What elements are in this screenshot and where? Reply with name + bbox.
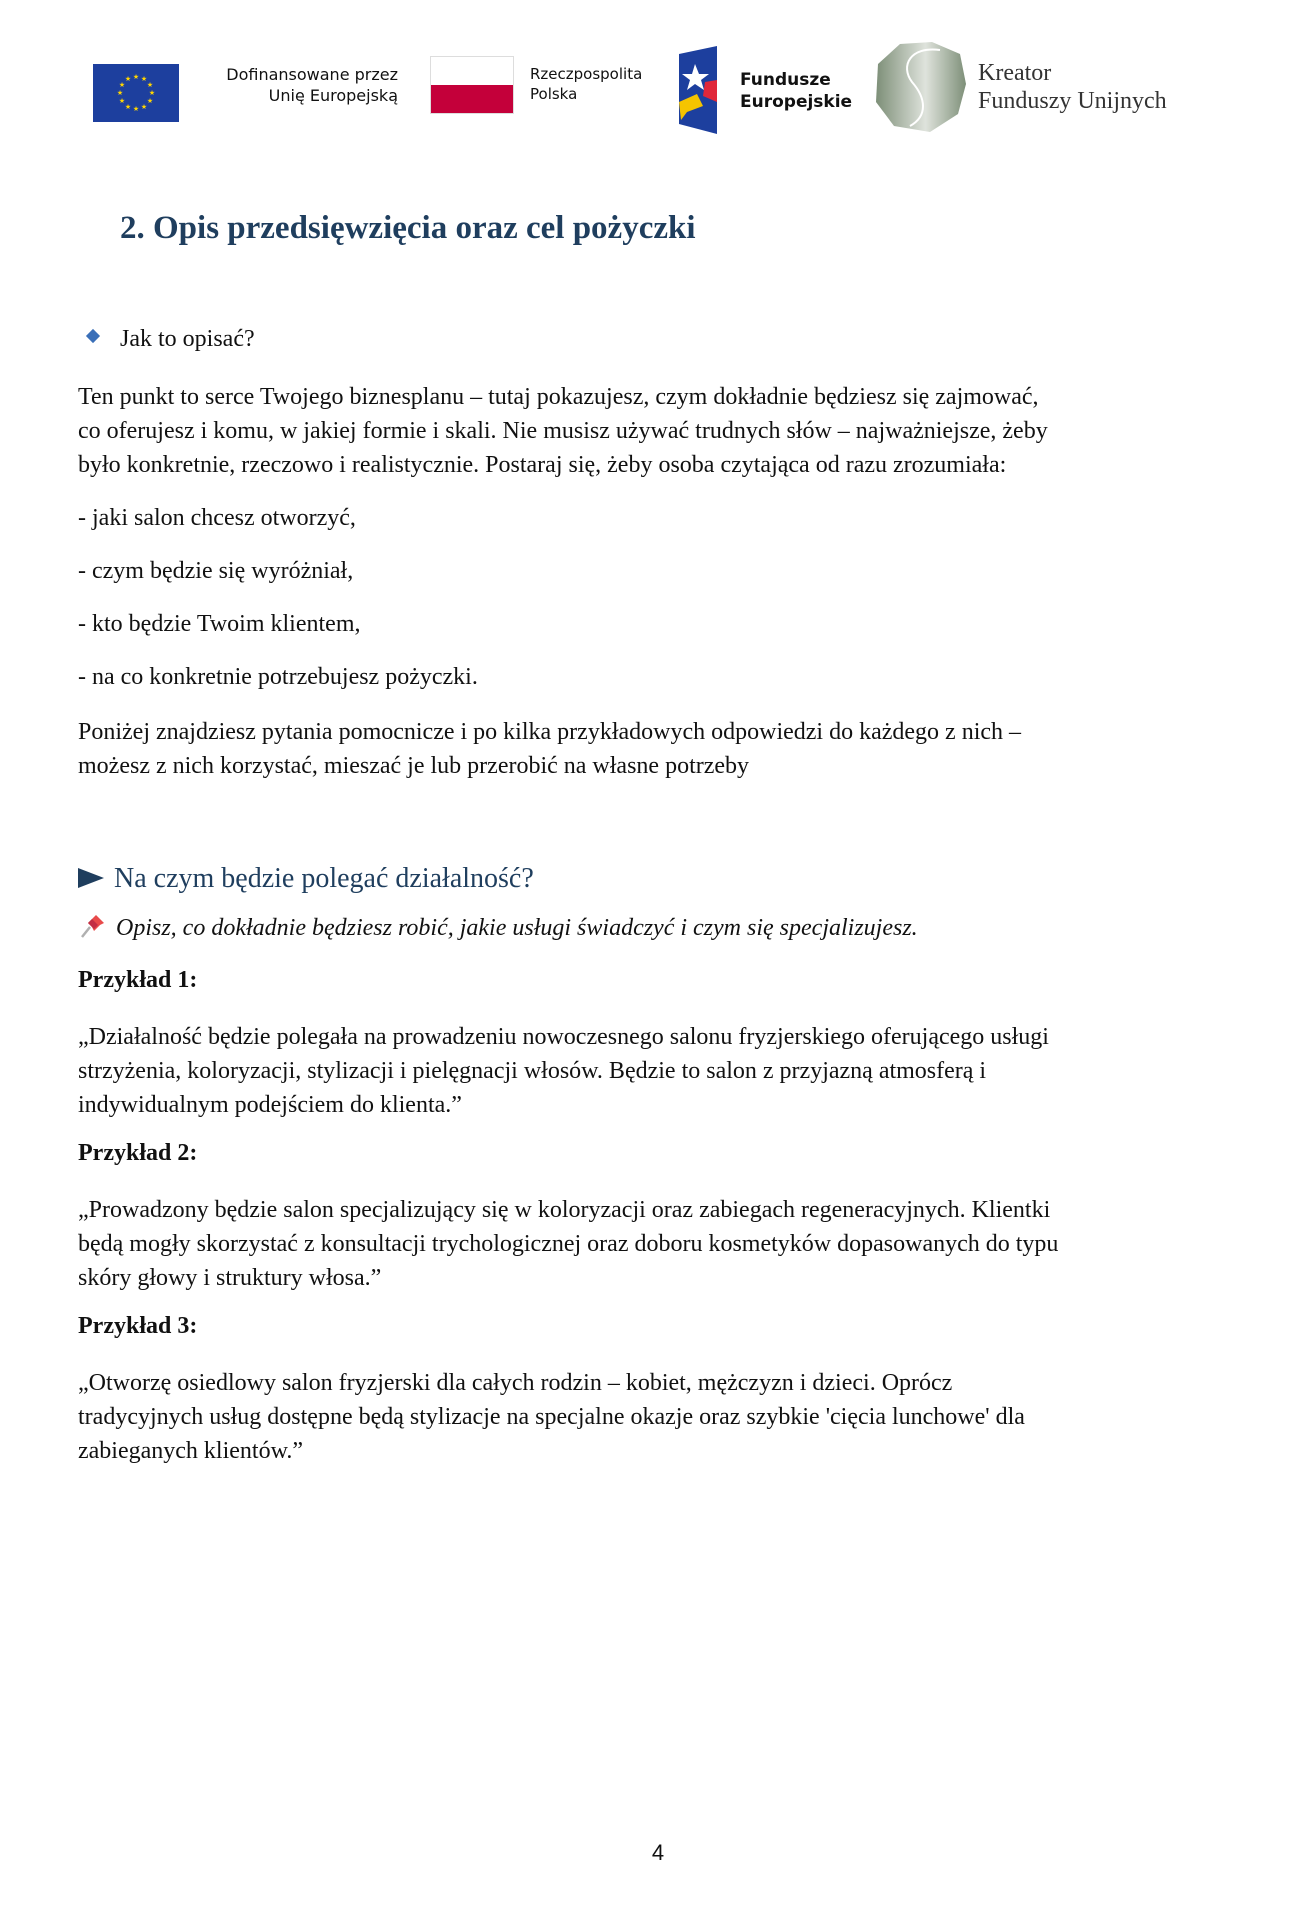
- eu-text-line1: Dofinansowane przez: [226, 65, 398, 84]
- example-label: Przykład 1:: [78, 967, 198, 993]
- svg-text:★: ★: [116, 89, 124, 97]
- example-line: „Prowadzony będzie salon specjalizujący się w koloryzacji oraz zabiegach regeneracyjnych. Klientki: [78, 1197, 1051, 1223]
- list-item: - jaki salon chcesz otworzyć,: [78, 505, 356, 531]
- question-hint: [78, 915, 918, 943]
- svg-text:★: ★: [118, 81, 126, 89]
- example-text: [78, 1366, 1208, 1468]
- logo-bar: [90, 36, 1200, 146]
- intro-line: co oferujesz i komu, w jakiej formie i skali. Nie musisz używać trudnych słów – najważniejsze, żeby: [78, 418, 1048, 444]
- svg-text:★: ★: [146, 97, 154, 105]
- svg-text:★: ★: [132, 73, 140, 81]
- hint-text: Opisz, co dokładnie będziesz robić, jakie usługi świadczyć i czym się specjalizujesz.: [116, 915, 918, 941]
- poland-label: [530, 64, 642, 104]
- poland-flag-icon: [430, 56, 514, 114]
- svg-text:★: ★: [140, 75, 148, 83]
- section-title: 2. Opis przedsięwzięcia oraz cel pożyczki: [120, 210, 696, 246]
- example-label: Przykład 3:: [78, 1313, 198, 1339]
- eu-stars: [93, 64, 179, 122]
- svg-text:★: ★: [146, 81, 154, 89]
- kreator-label: [978, 59, 1167, 115]
- eu-text-line2: Unię Europejską: [268, 86, 398, 105]
- question-heading: [78, 863, 534, 895]
- pushpin-icon: [78, 911, 106, 939]
- intro-line: Ten punkt to serce Twojego biznesplanu – tutaj pokazujesz, czym dokładnie będziesz się zajmować,: [78, 384, 1039, 410]
- pl-text-line2: Polska: [530, 85, 578, 103]
- example-text: [78, 1020, 1208, 1122]
- intro-paragraph: [78, 380, 1208, 482]
- svg-text:★: ★: [124, 75, 132, 83]
- example-line: strzyżenia, koloryzacji, stylizacji i pielęgnacji włosów. Będzie to salon z przyjazną atmosferą i: [78, 1058, 987, 1084]
- diamond-bullet-icon: [86, 329, 100, 343]
- subheading-text: Jak to opisać?: [120, 326, 255, 352]
- eu-funding-label: [208, 64, 398, 106]
- example-line: zabieganych klientów.”: [78, 1438, 304, 1464]
- kreator-map-logo-icon: [870, 36, 970, 136]
- pl-text-line1: Rzeczpospolita: [530, 65, 643, 83]
- example-text: [78, 1193, 1208, 1295]
- european-funds-label: [740, 69, 852, 113]
- svg-text:★: ★: [132, 105, 140, 113]
- list-item: - czym będzie się wyróżniał,: [78, 558, 354, 584]
- kfu-text-line2: Funduszy Unijnych: [978, 88, 1167, 114]
- helper-line: możesz z nich korzystać, mieszać je lub przerobić na własne potrzeby: [78, 753, 750, 779]
- helper-paragraph: [78, 715, 1208, 783]
- kfu-text-line1: Kreator: [978, 60, 1052, 86]
- example-line: tradycyjnych usług dostępne będą stylizacje na specjalne okazje oraz szybkie 'cięcia lunchowe' dla: [78, 1404, 1025, 1430]
- example-line: „Otworzę osiedlowy salon fryzjerski dla całych rodzin – kobiet, mężczyzn i dzieci. Oprócz: [78, 1370, 953, 1396]
- example-label: Przykład 2:: [78, 1140, 198, 1166]
- subheading: [88, 326, 255, 353]
- svg-text:★: ★: [148, 89, 156, 97]
- page-number: 4: [651, 1840, 665, 1865]
- question-heading-text: Na czym będzie polegać działalność?: [114, 863, 534, 894]
- example-line: skóry głowy i struktury włosa.”: [78, 1265, 382, 1291]
- arrow-right-icon: [78, 868, 104, 888]
- list-item: - kto będzie Twoim klientem,: [78, 611, 361, 637]
- intro-line: było konkretnie, rzeczowo i realistycznie. Postaraj się, żeby osoba czytająca od razu zrozumiała:: [78, 452, 1007, 478]
- svg-text:★: ★: [140, 103, 148, 111]
- svg-text:★: ★: [118, 97, 126, 105]
- eu-flag-icon: [93, 64, 179, 122]
- list-item: - na co konkretnie potrzebujesz pożyczki.: [78, 664, 478, 690]
- fe-text-line1: Fundusze: [740, 70, 831, 90]
- example-line: będą mogły skorzystać z konsultacji trychologicznej oraz doboru kosmetyków dopasowanych do typu: [78, 1231, 1059, 1257]
- example-line: „Działalność będzie polegała na prowadzeniu nowoczesnego salonu fryzjerskiego oferującego usługi: [78, 1024, 1049, 1050]
- european-funds-logo-icon: [673, 44, 721, 136]
- fe-text-line2: Europejskie: [740, 92, 853, 112]
- example-line: indywidualnym podejściem do klienta.”: [78, 1092, 462, 1118]
- svg-text:★: ★: [124, 103, 132, 111]
- helper-line: Poniżej znajdziesz pytania pomocnicze i po kilka przykładowych odpowiedzi do każdego z nich –: [78, 719, 1022, 745]
